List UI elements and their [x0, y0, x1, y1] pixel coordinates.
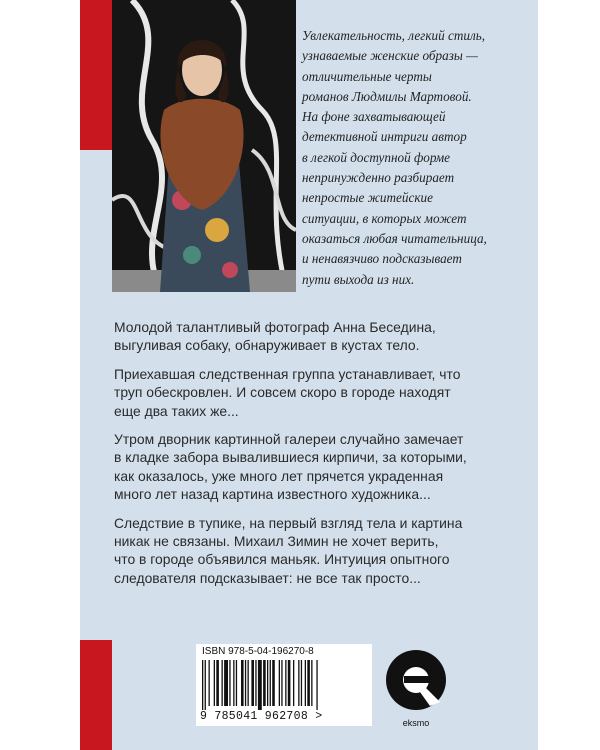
quote-line: отличительные черты — [302, 68, 432, 84]
text-line: много лет назад картина известного художника... — [114, 486, 431, 503]
text-line: как оказалось, уже много лет прячется украденная — [114, 467, 444, 484]
eksmo-logo-icon — [380, 642, 452, 718]
text-line: следователя подсказывает: не все так просто... — [114, 569, 421, 586]
synopsis — [114, 318, 536, 597]
barcode-bar — [293, 660, 294, 706]
barcode-bar — [288, 660, 291, 706]
author-quote — [302, 26, 534, 290]
publisher-name: eksmo — [402, 718, 430, 728]
barcode-bar — [255, 660, 256, 706]
synopsis-paragraph — [114, 365, 536, 420]
barcode-bar — [209, 660, 210, 706]
barcode-bar — [305, 660, 306, 706]
quote-line: непростые житейские — [302, 190, 433, 206]
publisher-logo — [380, 642, 452, 732]
barcode — [202, 660, 366, 710]
barcode-bar — [311, 660, 312, 706]
barcode-bar — [285, 660, 286, 706]
barcode-bar — [214, 660, 215, 706]
barcode-bar — [258, 660, 262, 710]
text-line: Приехавшая следственная группа устанавливает, что — [114, 365, 461, 382]
barcode-bar — [229, 660, 230, 706]
barcode-bar — [316, 660, 317, 710]
barcode-bar — [216, 660, 219, 706]
barcode-bar — [202, 660, 203, 710]
barcode-bar — [263, 660, 266, 706]
quote-line: Увлекательность, легкий стиль, — [302, 28, 486, 43]
ean-number: 9 785041 962708 > — [200, 710, 323, 723]
barcode-bar — [241, 660, 244, 706]
text-line: еще два таких же... — [114, 402, 239, 419]
text-line: в кладке забора вывалившиеся кирпичи, за которыми, — [114, 449, 467, 466]
quote-line: и ненавязчиво подсказывает — [302, 251, 462, 267]
quote-line: непринужденно разбирает — [302, 170, 455, 186]
synopsis-paragraph — [114, 318, 536, 355]
barcode-bar — [236, 660, 237, 706]
synopsis-paragraph — [114, 430, 536, 504]
quote-line: романов Людмилы Мартовой. — [302, 88, 472, 104]
author-photo — [112, 0, 296, 292]
red-accent-bottom — [80, 640, 112, 750]
barcode-bar — [301, 660, 302, 706]
barcode-bar — [251, 660, 254, 706]
isbn-text: ISBN 978-5-04-196270-8 — [202, 646, 314, 657]
quote-line: узнаваемые женские образы — — [302, 48, 478, 64]
barcode-bar — [279, 660, 280, 706]
barcode-bar — [267, 660, 268, 706]
quote-line: в легкой доступной форме — [302, 149, 451, 165]
barcode-bar — [298, 660, 299, 706]
barcode-bar — [205, 660, 206, 710]
quote-line: оказаться любая читательница, — [302, 230, 487, 246]
text-line: никак не связаны. Михаил Зимин не хочет верить, — [114, 533, 439, 550]
text-line: Молодой талантливый фотограф Анна Беседина, — [114, 319, 436, 335]
quote-line: пути выхода из них. — [302, 271, 415, 287]
red-accent-top — [80, 0, 112, 150]
barcode-bar — [281, 660, 282, 706]
synopsis-paragraph — [114, 514, 536, 588]
barcode-bar — [233, 660, 234, 706]
quote-line: ситуации, в которых может — [302, 210, 467, 226]
barcode-bar — [222, 660, 223, 706]
barcode-bar — [307, 660, 310, 706]
text-line: выгуливая собаку, обнаруживает в кустах тело. — [114, 337, 420, 354]
barcode-bar — [248, 660, 249, 706]
text-line: Следствие в тупике, на первый взгляд тела и картина — [114, 514, 463, 531]
barcode-bar — [272, 660, 275, 706]
text-line: Утром дворник картинной галереи случайно замечает — [114, 431, 464, 448]
text-line: труп обескровлен. И совсем скоро в городе находят — [114, 384, 451, 401]
barcode-bar — [270, 660, 271, 706]
barcode-box — [196, 644, 372, 726]
quote-line: На фоне захватывающей — [302, 109, 446, 125]
text-line: что в городе объявился маньяк. Интуиция опытного — [114, 551, 450, 568]
barcode-bar — [224, 660, 228, 706]
quote-line: детективной интриги автор — [302, 129, 467, 145]
barcode-bar — [245, 660, 246, 706]
